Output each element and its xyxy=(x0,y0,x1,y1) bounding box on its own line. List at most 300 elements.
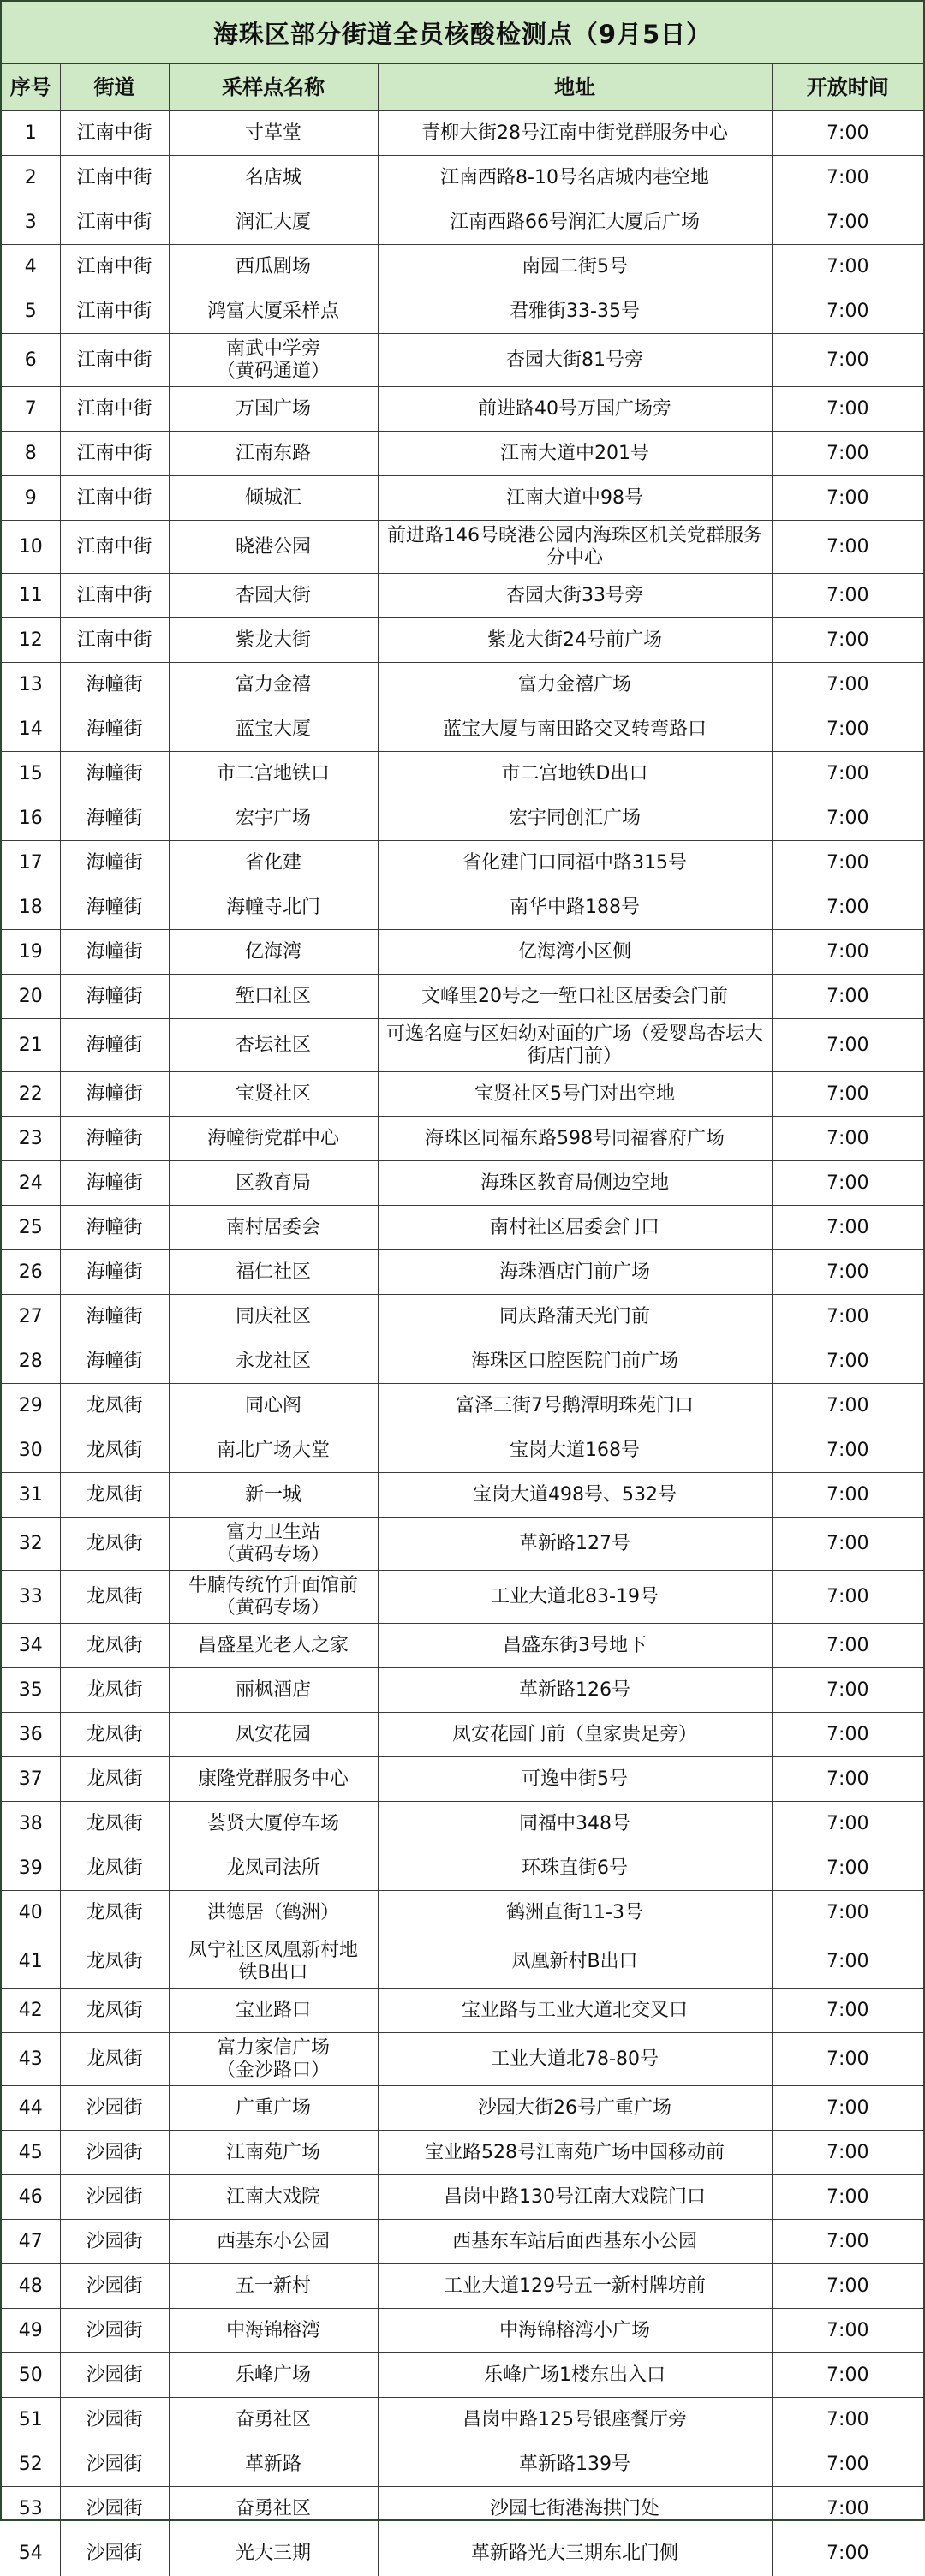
row-number-cell: 11 xyxy=(2,574,60,618)
row-number-cell: 44 xyxy=(2,2086,60,2131)
address-cell: 市二宫地铁D出口 xyxy=(378,752,772,796)
table-row xyxy=(2,245,923,289)
open-time-cell: 7:00 xyxy=(772,1518,923,1571)
street-cell: 龙凤街 xyxy=(60,1713,169,1757)
row-number-cell: 6 xyxy=(2,334,60,387)
site-name-cell: 南北广场大堂 xyxy=(169,1428,378,1473)
table-row xyxy=(2,1802,923,1846)
address-cell: 昌岗中路125号银座餐厅旁 xyxy=(378,2398,772,2442)
table-row xyxy=(2,1713,923,1757)
table-row xyxy=(2,1473,923,1518)
site-name-cell: 宏宇广场 xyxy=(169,796,378,841)
address-cell: 南园二街5号 xyxy=(378,245,772,289)
table-row xyxy=(2,886,923,930)
row-number-cell: 29 xyxy=(2,1384,60,1428)
table-row xyxy=(2,289,923,334)
site-name-cell: 奋勇社区 xyxy=(169,2398,378,2442)
address-cell: 海珠酒店门前广场 xyxy=(378,1250,772,1295)
site-name-cell: 蓝宝大厦 xyxy=(169,707,378,752)
open-time-cell: 7:00 xyxy=(772,574,923,618)
address-cell: 省化建门口同福中路315号 xyxy=(378,841,772,886)
street-cell: 龙凤街 xyxy=(60,1757,169,1802)
address-cell: 宝业路与工业大道北交叉口 xyxy=(378,1989,772,2033)
table-row xyxy=(2,1161,923,1206)
row-number-cell: 12 xyxy=(2,618,60,663)
address-cell: 宝业路528号江南苑广场中国移动前 xyxy=(378,2131,772,2175)
address-cell: 革新路光大三期东北门侧 xyxy=(378,2531,772,2576)
open-time-cell: 7:00 xyxy=(772,1161,923,1206)
open-time-cell: 7:00 xyxy=(772,1250,923,1295)
table-row xyxy=(2,2033,923,2086)
open-time-cell: 7:00 xyxy=(772,1019,923,1072)
row-number-cell: 3 xyxy=(2,200,60,245)
row-number-cell: 16 xyxy=(2,796,60,841)
street-cell: 江南中街 xyxy=(60,289,169,334)
open-time-cell: 7:00 xyxy=(772,2264,923,2309)
site-name-cell: 福仁社区 xyxy=(169,1250,378,1295)
site-name-cell: 康隆党群服务中心 xyxy=(169,1757,378,1802)
site-name-cell: 海幢寺北门 xyxy=(169,886,378,930)
row-number-cell: 35 xyxy=(2,1668,60,1713)
table-row xyxy=(2,2442,923,2487)
street-cell: 沙园街 xyxy=(60,2353,169,2398)
address-cell: 宝岗大道168号 xyxy=(378,1428,772,1473)
street-cell: 海幢街 xyxy=(60,796,169,841)
site-name-cell: 新一城 xyxy=(169,1473,378,1518)
site-name-cell: 紫龙大街 xyxy=(169,618,378,663)
address-cell: 工业大道北78-80号 xyxy=(378,2033,772,2086)
table-row xyxy=(2,1250,923,1295)
row-number-cell: 39 xyxy=(2,1846,60,1891)
open-time-cell: 7:00 xyxy=(772,2086,923,2131)
address-cell: 凤安花园门前（皇家贵足旁） xyxy=(378,1713,772,1757)
row-number-cell: 53 xyxy=(2,2487,60,2531)
table-row xyxy=(2,2175,923,2220)
address-cell: 沙园大街26号广重广场 xyxy=(378,2086,772,2131)
open-time-cell: 7:00 xyxy=(772,1668,923,1713)
street-cell: 沙园街 xyxy=(60,2175,169,2220)
street-cell: 龙凤街 xyxy=(60,1891,169,1935)
address-cell: 凤凰新村B出口 xyxy=(378,1935,772,1989)
row-number-cell: 50 xyxy=(2,2353,60,2398)
street-cell: 江南中街 xyxy=(60,521,169,574)
street-cell: 龙凤街 xyxy=(60,1668,169,1713)
row-number-cell: 42 xyxy=(2,1989,60,2033)
open-time-cell: 7:00 xyxy=(772,1935,923,1989)
street-cell: 海幢街 xyxy=(60,752,169,796)
address-cell: 君雅街33-35号 xyxy=(378,289,772,334)
row-number-cell: 46 xyxy=(2,2175,60,2220)
open-time-cell: 7:00 xyxy=(772,752,923,796)
address-cell: 西基东车站后面西基东小公园 xyxy=(378,2220,772,2264)
row-number-cell: 17 xyxy=(2,841,60,886)
street-cell: 海幢街 xyxy=(60,1019,169,1072)
open-time-cell: 7:00 xyxy=(772,1802,923,1846)
site-name-cell: 南村居委会 xyxy=(169,1206,378,1250)
open-time-cell: 7:00 xyxy=(772,1891,923,1935)
street-cell: 海幢街 xyxy=(60,1161,169,1206)
table-row xyxy=(2,1518,923,1571)
address-cell: 南华中路188号 xyxy=(378,886,772,930)
street-cell: 海幢街 xyxy=(60,707,169,752)
row-number-cell: 30 xyxy=(2,1428,60,1473)
row-number-cell: 40 xyxy=(2,1891,60,1935)
address-cell: 海珠区同福东路598号同福睿府广场 xyxy=(378,1117,772,1161)
street-cell: 海幢街 xyxy=(60,1072,169,1117)
table-row xyxy=(2,1624,923,1668)
row-number-cell: 15 xyxy=(2,752,60,796)
street-cell: 龙凤街 xyxy=(60,1571,169,1624)
street-cell: 江南中街 xyxy=(60,618,169,663)
table-row xyxy=(2,1846,923,1891)
row-number-cell: 4 xyxy=(2,245,60,289)
address-cell: 江南大道中98号 xyxy=(378,476,772,521)
open-time-cell: 7:00 xyxy=(772,2220,923,2264)
column-header-site-name: 采样点名称 xyxy=(169,64,378,111)
street-cell: 海幢街 xyxy=(60,1339,169,1384)
table-row xyxy=(2,200,923,245)
table-row xyxy=(2,1072,923,1117)
site-name-cell: 润汇大厦 xyxy=(169,200,378,245)
address-cell: 革新路127号 xyxy=(378,1518,772,1571)
open-time-cell: 7:00 xyxy=(772,975,923,1019)
site-name-cell: 五一新村 xyxy=(169,2264,378,2309)
open-time-cell: 7:00 xyxy=(772,2442,923,2487)
street-cell: 龙凤街 xyxy=(60,1624,169,1668)
open-time-cell: 7:00 xyxy=(772,1713,923,1757)
table-row xyxy=(2,2353,923,2398)
address-cell: 前进路146号晓港公园内海珠区机关党群服务分中心 xyxy=(378,521,772,574)
table-row xyxy=(2,930,923,975)
site-name-cell: 富力金禧 xyxy=(169,663,378,707)
table-row xyxy=(2,2487,923,2531)
site-name-cell: 杏园大街 xyxy=(169,574,378,618)
open-time-cell: 7:00 xyxy=(772,1571,923,1624)
address-cell: 同庆路蒲天光门前 xyxy=(378,1295,772,1339)
table-row xyxy=(2,1428,923,1473)
row-number-cell: 36 xyxy=(2,1713,60,1757)
address-cell: 海珠区教育局侧边空地 xyxy=(378,1161,772,1206)
site-name-cell: 堑口社区 xyxy=(169,975,378,1019)
open-time-cell: 7:00 xyxy=(772,432,923,476)
open-time-cell: 7:00 xyxy=(772,1846,923,1891)
street-cell: 海幢街 xyxy=(60,930,169,975)
street-cell: 龙凤街 xyxy=(60,1518,169,1571)
address-cell: 富泽三街7号鹅潭明珠苑门口 xyxy=(378,1384,772,1428)
table-row xyxy=(2,334,923,387)
table-row xyxy=(2,752,923,796)
address-cell: 可逸名庭与区妇幼对面的广场（爱婴岛杏坛大街店门前） xyxy=(378,1019,772,1072)
table-row xyxy=(2,156,923,200)
site-name-cell: 西瓜剧场 xyxy=(169,245,378,289)
address-cell: 杏园大街33号旁 xyxy=(378,574,772,618)
row-number-cell: 7 xyxy=(2,387,60,432)
site-name-cell: 凤宁社区凤凰新村地 铁B出口 xyxy=(169,1935,378,1989)
row-number-cell: 41 xyxy=(2,1935,60,1989)
address-cell: 工业大道北83-19号 xyxy=(378,1571,772,1624)
address-cell: 沙园七街港海拱门处 xyxy=(378,2487,772,2531)
street-cell: 海幢街 xyxy=(60,841,169,886)
address-cell: 宝贤社区5号门对出空地 xyxy=(378,1072,772,1117)
column-header-address: 地址 xyxy=(378,64,772,111)
open-time-cell: 7:00 xyxy=(772,2131,923,2175)
testing-sites-table xyxy=(2,64,923,2576)
table-row xyxy=(2,574,923,618)
address-cell: 革新路126号 xyxy=(378,1668,772,1713)
street-cell: 龙凤街 xyxy=(60,1802,169,1846)
address-cell: 南村社区居委会门口 xyxy=(378,1206,772,1250)
table-row xyxy=(2,521,923,574)
address-cell: 中海锦榕湾小广场 xyxy=(378,2309,772,2353)
site-name-cell: 富力家信广场 （金沙路口） xyxy=(169,2033,378,2086)
table-row xyxy=(2,1571,923,1624)
site-name-cell: 市二宫地铁口 xyxy=(169,752,378,796)
street-cell: 龙凤街 xyxy=(60,1846,169,1891)
site-name-cell: 龙凤司法所 xyxy=(169,1846,378,1891)
open-time-cell: 7:00 xyxy=(772,111,923,156)
row-number-cell: 13 xyxy=(2,663,60,707)
table-row xyxy=(2,111,923,156)
table-row xyxy=(2,2086,923,2131)
address-cell: 昌盛东街3号地下 xyxy=(378,1624,772,1668)
site-name-cell: 区教育局 xyxy=(169,1161,378,1206)
open-time-cell: 7:00 xyxy=(772,387,923,432)
table-row xyxy=(2,1206,923,1250)
open-time-cell: 7:00 xyxy=(772,1757,923,1802)
site-name-cell: 宝贤社区 xyxy=(169,1072,378,1117)
site-name-cell: 海幢街党群中心 xyxy=(169,1117,378,1161)
site-name-cell: 万国广场 xyxy=(169,387,378,432)
site-name-cell: 名店城 xyxy=(169,156,378,200)
row-number-cell: 23 xyxy=(2,1117,60,1161)
site-name-cell: 乐峰广场 xyxy=(169,2353,378,2398)
address-cell: 前进路40号万国广场旁 xyxy=(378,387,772,432)
site-name-cell: 南武中学旁 （黄码通道） xyxy=(169,334,378,387)
address-cell: 宝岗大道498号、532号 xyxy=(378,1473,772,1518)
column-header-number: 序号 xyxy=(2,64,60,111)
open-time-cell: 7:00 xyxy=(772,2175,923,2220)
open-time-cell: 7:00 xyxy=(772,476,923,521)
row-number-cell: 45 xyxy=(2,2131,60,2175)
address-cell: 蓝宝大厦与南田路交叉转弯路口 xyxy=(378,707,772,752)
row-number-cell: 27 xyxy=(2,1295,60,1339)
table-row xyxy=(2,2264,923,2309)
street-cell: 龙凤街 xyxy=(60,1428,169,1473)
street-cell: 海幢街 xyxy=(60,975,169,1019)
row-number-cell: 22 xyxy=(2,1072,60,1117)
row-number-cell: 48 xyxy=(2,2264,60,2309)
site-name-cell: 江南苑广场 xyxy=(169,2131,378,2175)
address-cell: 江南大道中201号 xyxy=(378,432,772,476)
street-cell: 龙凤街 xyxy=(60,1989,169,2033)
open-time-cell: 7:00 xyxy=(772,618,923,663)
address-cell: 富力金禧广场 xyxy=(378,663,772,707)
open-time-cell: 7:00 xyxy=(772,841,923,886)
street-cell: 江南中街 xyxy=(60,334,169,387)
row-number-cell: 9 xyxy=(2,476,60,521)
table-row xyxy=(2,707,923,752)
site-name-cell: 宝业路口 xyxy=(169,1989,378,2033)
table-row xyxy=(2,1989,923,2033)
street-cell: 龙凤街 xyxy=(60,1384,169,1428)
open-time-cell: 7:00 xyxy=(772,707,923,752)
row-number-cell: 21 xyxy=(2,1019,60,1072)
address-cell: 江南西路8-10号名店城内巷空地 xyxy=(378,156,772,200)
table-row xyxy=(2,1117,923,1161)
row-number-cell: 19 xyxy=(2,930,60,975)
street-cell: 海幢街 xyxy=(60,1250,169,1295)
address-cell: 革新路139号 xyxy=(378,2442,772,2487)
street-cell: 龙凤街 xyxy=(60,1473,169,1518)
address-cell: 紫龙大街24号前广场 xyxy=(378,618,772,663)
site-name-cell: 奋勇社区 xyxy=(169,2487,378,2531)
row-number-cell: 26 xyxy=(2,1250,60,1295)
street-cell: 江南中街 xyxy=(60,432,169,476)
street-cell: 海幢街 xyxy=(60,1295,169,1339)
table-header-row xyxy=(2,64,923,111)
open-time-cell: 7:00 xyxy=(772,156,923,200)
open-time-cell: 7:00 xyxy=(772,886,923,930)
site-name-cell: 富力卫生站 （黄码专场） xyxy=(169,1518,378,1571)
site-name-cell: 亿海湾 xyxy=(169,930,378,975)
open-time-cell: 7:00 xyxy=(772,1339,923,1384)
site-name-cell: 丽枫酒店 xyxy=(169,1668,378,1713)
address-cell: 环珠直街6号 xyxy=(378,1846,772,1891)
open-time-cell: 7:00 xyxy=(772,1295,923,1339)
row-number-cell: 38 xyxy=(2,1802,60,1846)
street-cell: 沙园街 xyxy=(60,2309,169,2353)
street-cell: 江南中街 xyxy=(60,387,169,432)
site-name-cell: 凤安花园 xyxy=(169,1713,378,1757)
open-time-cell: 7:00 xyxy=(772,521,923,574)
row-number-cell: 49 xyxy=(2,2309,60,2353)
table-row xyxy=(2,387,923,432)
open-time-cell: 7:00 xyxy=(772,663,923,707)
row-number-cell: 18 xyxy=(2,886,60,930)
open-time-cell: 7:00 xyxy=(772,200,923,245)
street-cell: 沙园街 xyxy=(60,2531,169,2576)
page-title: 海珠区部分街道全员核酸检测点（9月5日） xyxy=(2,2,923,64)
open-time-cell: 7:00 xyxy=(772,1206,923,1250)
open-time-cell: 7:00 xyxy=(772,2487,923,2531)
site-name-cell: 洪德居（鹤洲） xyxy=(169,1891,378,1935)
table-row xyxy=(2,1019,923,1072)
street-cell: 海幢街 xyxy=(60,886,169,930)
table-row xyxy=(2,1757,923,1802)
site-name-cell: 江南大戏院 xyxy=(169,2175,378,2220)
street-cell: 沙园街 xyxy=(60,2131,169,2175)
street-cell: 龙凤街 xyxy=(60,2033,169,2086)
street-cell: 沙园街 xyxy=(60,2398,169,2442)
row-number-cell: 24 xyxy=(2,1161,60,1206)
table-row xyxy=(2,1668,923,1713)
row-number-cell: 52 xyxy=(2,2442,60,2487)
address-cell: 文峰里20号之一堑口社区居委会门前 xyxy=(378,975,772,1019)
open-time-cell: 7:00 xyxy=(772,2309,923,2353)
address-cell: 同福中348号 xyxy=(378,1802,772,1846)
street-cell: 沙园街 xyxy=(60,2264,169,2309)
table-row xyxy=(2,1891,923,1935)
street-cell: 沙园街 xyxy=(60,2487,169,2531)
site-name-cell: 鸿富大厦采样点 xyxy=(169,289,378,334)
table-row xyxy=(2,841,923,886)
open-time-cell: 7:00 xyxy=(772,1384,923,1428)
site-name-cell: 广重广场 xyxy=(169,2086,378,2131)
open-time-cell: 7:00 xyxy=(772,2353,923,2398)
row-number-cell: 51 xyxy=(2,2398,60,2442)
open-time-cell: 7:00 xyxy=(772,796,923,841)
open-time-cell: 7:00 xyxy=(772,245,923,289)
open-time-cell: 7:00 xyxy=(772,1624,923,1668)
site-name-cell: 同心阁 xyxy=(169,1384,378,1428)
street-cell: 江南中街 xyxy=(60,476,169,521)
table-body xyxy=(2,111,923,2576)
row-number-cell: 34 xyxy=(2,1624,60,1668)
table-row xyxy=(2,2398,923,2442)
street-cell: 海幢街 xyxy=(60,1117,169,1161)
row-number-cell: 14 xyxy=(2,707,60,752)
street-cell: 沙园街 xyxy=(60,2086,169,2131)
site-name-cell: 荟贤大厦停车场 xyxy=(169,1802,378,1846)
address-cell: 江南西路66号润汇大厦后广场 xyxy=(378,200,772,245)
row-number-cell: 54 xyxy=(2,2531,60,2576)
open-time-cell: 7:00 xyxy=(772,1428,923,1473)
street-cell: 龙凤街 xyxy=(60,1935,169,1989)
address-cell: 杏园大街81号旁 xyxy=(378,334,772,387)
site-name-cell: 杏坛社区 xyxy=(169,1019,378,1072)
open-time-cell: 7:00 xyxy=(772,1473,923,1518)
table-row xyxy=(2,1295,923,1339)
row-number-cell: 31 xyxy=(2,1473,60,1518)
column-header-street: 街道 xyxy=(60,64,169,111)
column-header-open-time: 开放时间 xyxy=(772,64,923,111)
table-row xyxy=(2,1935,923,1989)
table-row xyxy=(2,1384,923,1428)
row-number-cell: 5 xyxy=(2,289,60,334)
street-cell: 江南中街 xyxy=(60,245,169,289)
row-number-cell: 2 xyxy=(2,156,60,200)
open-time-cell: 7:00 xyxy=(772,1117,923,1161)
site-name-cell: 晓港公园 xyxy=(169,521,378,574)
row-number-cell: 8 xyxy=(2,432,60,476)
street-cell: 江南中街 xyxy=(60,200,169,245)
table-row xyxy=(2,975,923,1019)
site-name-cell: 昌盛星光老人之家 xyxy=(169,1624,378,1668)
street-cell: 海幢街 xyxy=(60,1206,169,1250)
row-number-cell: 25 xyxy=(2,1206,60,1250)
row-number-cell: 37 xyxy=(2,1757,60,1802)
site-name-cell: 倾城汇 xyxy=(169,476,378,521)
table-row xyxy=(2,2309,923,2353)
open-time-cell: 7:00 xyxy=(772,930,923,975)
row-number-cell: 20 xyxy=(2,975,60,1019)
open-time-cell: 7:00 xyxy=(772,1072,923,1117)
address-cell: 昌岗中路130号江南大戏院门口 xyxy=(378,2175,772,2220)
address-cell: 宏宇同创汇广场 xyxy=(378,796,772,841)
open-time-cell: 7:00 xyxy=(772,2033,923,2086)
address-cell: 青柳大街28号江南中街党群服务中心 xyxy=(378,111,772,156)
address-cell: 海珠区口腔医院门前广场 xyxy=(378,1339,772,1384)
table-row xyxy=(2,2531,923,2576)
site-name-cell: 中海锦榕湾 xyxy=(169,2309,378,2353)
street-cell: 江南中街 xyxy=(60,111,169,156)
site-name-cell: 寸草堂 xyxy=(169,111,378,156)
address-cell: 工业大道129号五一新村牌坊前 xyxy=(378,2264,772,2309)
open-time-cell: 7:00 xyxy=(772,2531,923,2576)
site-name-cell: 江南东路 xyxy=(169,432,378,476)
site-name-cell: 光大三期 xyxy=(169,2531,378,2576)
address-cell: 可逸中街5号 xyxy=(378,1757,772,1802)
